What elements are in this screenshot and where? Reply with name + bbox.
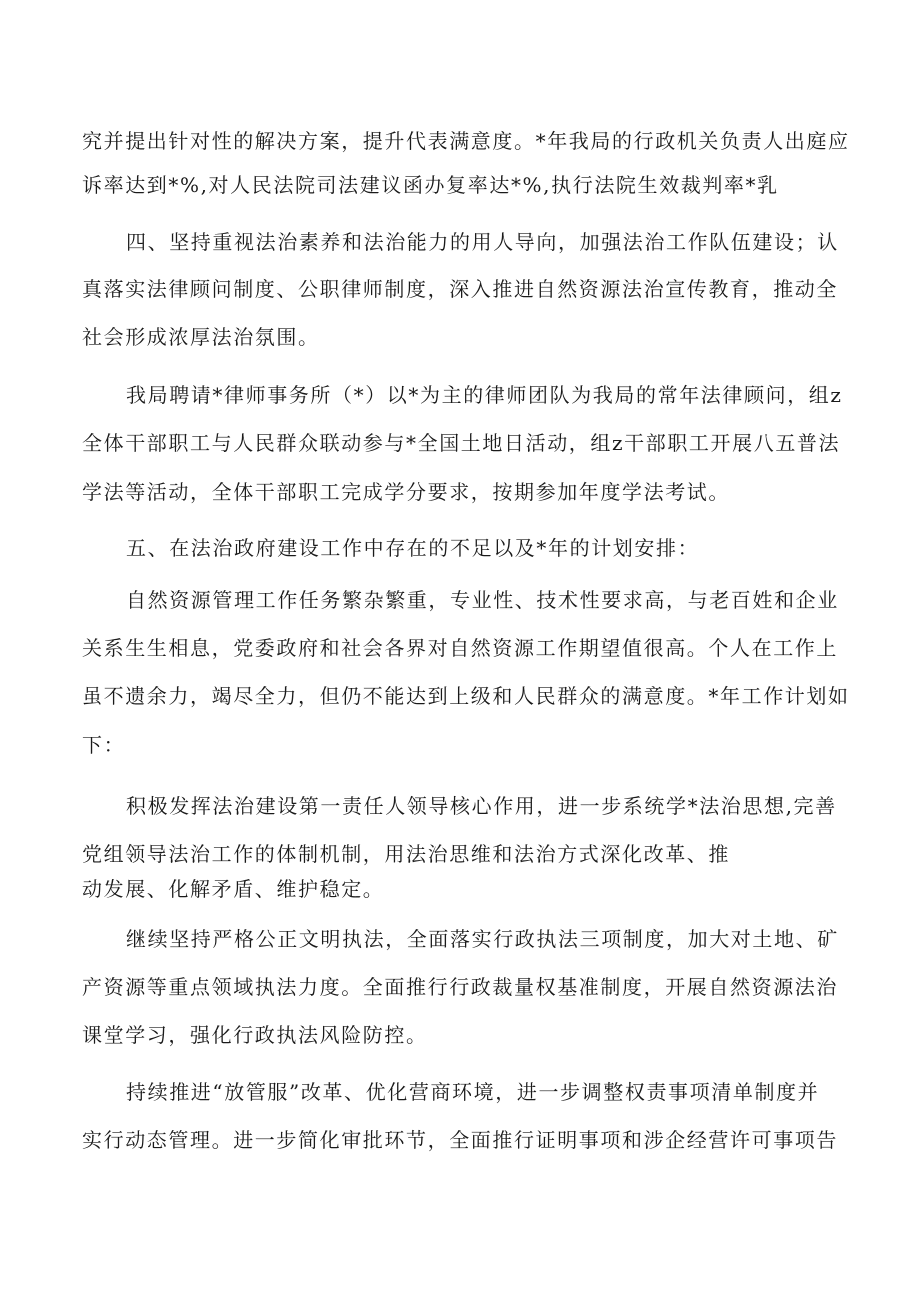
paragraph-start: 自然资源管理工作任务繁杂繁重，专业性、技术性要求高，与老百姓和企业	[126, 588, 839, 612]
text-line: 诉率达到*%,对人民法院司法建议函办复率达*%,执行法院生效裁判率*乳	[82, 173, 779, 197]
section-heading: 五、在法治政府建设工作中存在的不足以及*年的计划安排：	[126, 536, 700, 560]
text-line: 下：	[82, 733, 126, 757]
text-line: 社会形成浓厚法治氛围。	[82, 325, 320, 349]
text-line: 动发展、化解矛盾、维护稳定。	[82, 877, 385, 901]
text-line: 课堂学习，强化行政执法风险防控。	[82, 1023, 428, 1047]
section-heading: 四、坚持重视法治素养和法治能力的用人导向，加强法治工作队伍建设；认	[126, 230, 839, 254]
text-line: 产资源等重点领域执法力度。全面推行行政裁量权基准制度，开展自然资源法治	[82, 975, 838, 999]
text-line: 究并提出针对性的解决方案，提升代表满意度。*年我局的行政机关负责人出庭应	[82, 129, 850, 153]
text-line: 学法等活动，全体干部职工完成学分要求，按期参加年度学法考试。	[82, 480, 730, 504]
text-line: 虽不遗余力，竭尽全力，但仍不能达到上级和人民群众的满意度。*年工作计划如	[82, 684, 850, 708]
paragraph-start: 持续推进“放管服”改革、优化营商环境，进一步调整权责事项清单制度并	[126, 1080, 820, 1104]
text-line: 实行动态管理。进一步简化审批环节，全面推行证明事项和涉企经营许可事项告	[82, 1128, 838, 1152]
paragraph-start: 继续坚持严格公正文明执法，全面落实行政执法三项制度，加大对土地、矿	[126, 927, 839, 951]
text-line: 全体干部职工与人民群众联动参与*全国土地日活动，组z干部职工开展八五普法	[82, 431, 841, 455]
paragraph-start: 我局聘请*律师事务所（*）以*为主的律师团队为我局的常年法律顾问，组z	[126, 383, 843, 407]
text-line: 真落实法律顾问制度、公职律师制度，深入推进自然资源法治宣传教育，推动全	[82, 277, 838, 301]
text-line: 党组领导法治工作的体制机制，用法治思维和法治方式深化改革、推	[82, 842, 730, 866]
paragraph-start: 积极发挥法治建设第一责任人领导核心作用，进一步系统学*法治思想,完善	[126, 794, 837, 818]
text-line: 关系生生相息，党委政府和社会各界对自然资源工作期望值很高。个人在工作上	[82, 636, 838, 660]
